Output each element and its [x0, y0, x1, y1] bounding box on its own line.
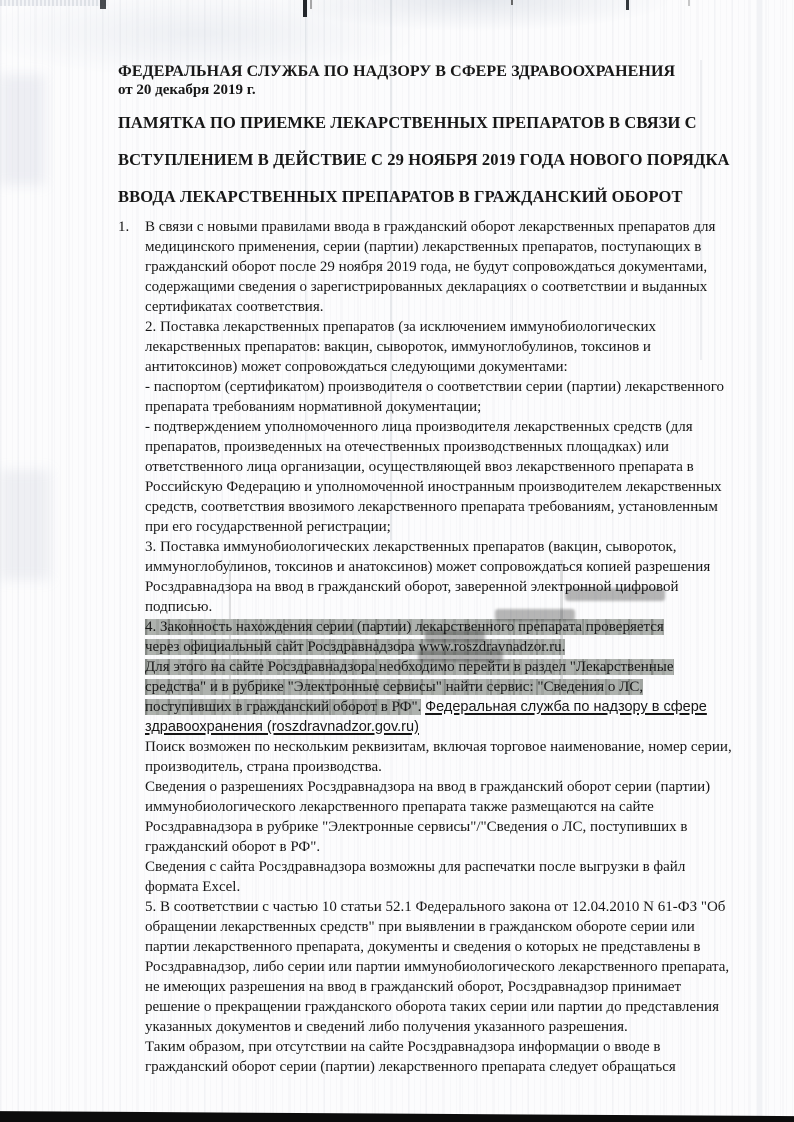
paragraph	[145, 777, 734, 857]
scan-artifact	[0, 0, 108, 6]
scan-artifact	[100, 0, 106, 9]
paragraph	[145, 217, 734, 317]
org-header: ФЕДЕРАЛЬНАЯ СЛУЖБА ПО НАДЗОРУ В СФЕРЕ ЗДРАВООХРАНЕНИЯ	[118, 63, 676, 80]
highlighted-text: поступивших в гражданский оборот в РФ".	[145, 699, 422, 715]
paragraph	[145, 537, 734, 617]
scan-artifact	[757, 0, 762, 1122]
paragraph	[145, 737, 734, 777]
scan-artifact	[0, 470, 50, 580]
scan-artifact	[310, 0, 312, 9]
paragraphs-container	[145, 217, 734, 1077]
document-content	[118, 62, 734, 1077]
text-run: Таким образом, при отсутствии на сайте Росздравнадзора информации о вводе в гражданский оборот серии (партии) лекарственного препарата следует обращаться	[145, 1039, 676, 1075]
highlighted-text: 4. Законность нахождения серии (партии) лекарственного препарата проверяется	[145, 619, 664, 635]
scan-artifact	[626, 0, 629, 10]
scan-artifact	[511, 0, 513, 5]
doc-title-line: ВСТУПЛЕНИЕМ В ДЕЙСТВИЕ С 29 НОЯБРЯ 2019 ГОДА НОВОГО ПОРЯДКА	[118, 150, 730, 169]
scan-artifact	[0, 75, 45, 185]
text-run: 3. Поставка иммунобиологических лекарственных препаратов (вакцин, сывороток, иммуноглобулинов, токсинов и анатоксинов) может сопровождаться копией разрешения Росздравнадзора на ввод в гражданский оборот, заверенной электронной цифровой подписью.	[145, 539, 711, 615]
text-run: Сведения о разрешениях Росздравнадзора на ввод в гражданский оборот серии (партии) иммунобиологического лекарственного препарата также размещаются на сайте Росздравнадзора в рубрике "Электронные сервисы"/"Сведения о ЛС, поступивших в гражданский оборот в РФ".	[145, 779, 711, 855]
text-run: Сведения с сайта Росздравнадзора возможны для распечатки после выгрузки в файл формата Excel.	[145, 859, 686, 895]
paragraph	[145, 317, 734, 377]
paragraph	[145, 1037, 734, 1077]
doc-title-line: ПАМЯТКА ПО ПРИЕМКЕ ЛЕКАРСТВЕННЫХ ПРЕПАРАТОВ В СВЯЗИ С	[118, 113, 697, 132]
text-run: - паспортом (сертификатом) производителя о соответствии серии (партии) лекарственного препарата требованиям нормативной документации;	[145, 379, 724, 415]
scan-artifact	[688, 0, 690, 6]
paragraph	[145, 417, 734, 537]
scan-artifact	[303, 0, 307, 17]
site-link[interactable]: Федеральная служба по надзору в сфере здравоохранения (roszdravnadzor.gov.ru)	[145, 699, 707, 735]
text-run: Поиск возможен по нескольким реквизитам, включая торговое наименование, номер серии, производитель, страна производства.	[145, 739, 732, 775]
highlighted-text: средства" и в рубрике "Электронные сервисы" найти сервис: "Сведения о ЛС,	[145, 679, 644, 695]
highlighted-text: через официальный сайт Росздравнадзора www.roszdravnadzor.ru.	[145, 639, 566, 655]
numbered-list-item	[118, 217, 734, 1077]
text-run: - подтверждением уполномоченного лица производителя лекарственных средств (для препаратов, произведенных на отечественных производственных площадках) или ответственного лица организации, осуществляющей ввоз лекарственного препарата в Российскую Федерацию и уполномоченной иностранным производителем лекарственных средств, соответствия ввозимого лекарственного препарата требованиям, установленным при его государственной регистрации;	[145, 419, 722, 535]
text-run: В связи с новыми правилами ввода в гражданский оборот лекарственных препаратов для медицинского применения, серии (партии) лекарственных препаратов, поступающих в гражданский оборот после 29 ноября 2019 года, не будут сопровождаться документами, содержащими сведения о зарегистрированных декларациях о соответствии и выданных сертификатах соответствия.	[145, 219, 716, 315]
body-text	[118, 217, 734, 1077]
highlighted-text: Для этого на сайте Росздравнадзора необходимо перейти в раздел "Лекарственные	[145, 659, 674, 675]
list-item-number: 1.	[118, 219, 130, 235]
doc-date: от 20 декабря 2019 г.	[118, 82, 256, 98]
paragraph	[145, 857, 734, 897]
paragraph	[145, 377, 734, 417]
doc-title-line: ВВОДА ЛЕКАРСТВЕННЫХ ПРЕПАРАТОВ В ГРАЖДАНСКИЙ ОБОРОТ	[118, 187, 683, 206]
text-run: 2. Поставка лекарственных препаратов (за исключением иммунобиологических лекарственных препаратов: вакцин, сывороток, иммуноглобулинов, токсинов и антитоксинов) может сопровождаться следующими документами:	[145, 319, 657, 375]
paragraph	[145, 617, 734, 737]
text-run: 5. В соответствии с частью 10 статьи 52.1 Федерального закона от 12.04.2010 N 61-ФЗ "Об обращении лекарственных средств" при выявлении в гражданском обороте серии или партии лекарственного препарата, документы и сведения о которых не представлены в Росздравнадзор, либо серии или партии иммунобиологического лекарственного препарата, не имеющих разрешения на ввод в гражданский оборот, Росздравнадзор принимает решение о прекращении гражданского оборота таких серии или партии до представления указанных документов и сведений либо получения указанного разрешения.	[145, 899, 730, 1035]
scan-bottom-edge	[0, 1108, 794, 1122]
paragraph	[145, 897, 734, 1037]
